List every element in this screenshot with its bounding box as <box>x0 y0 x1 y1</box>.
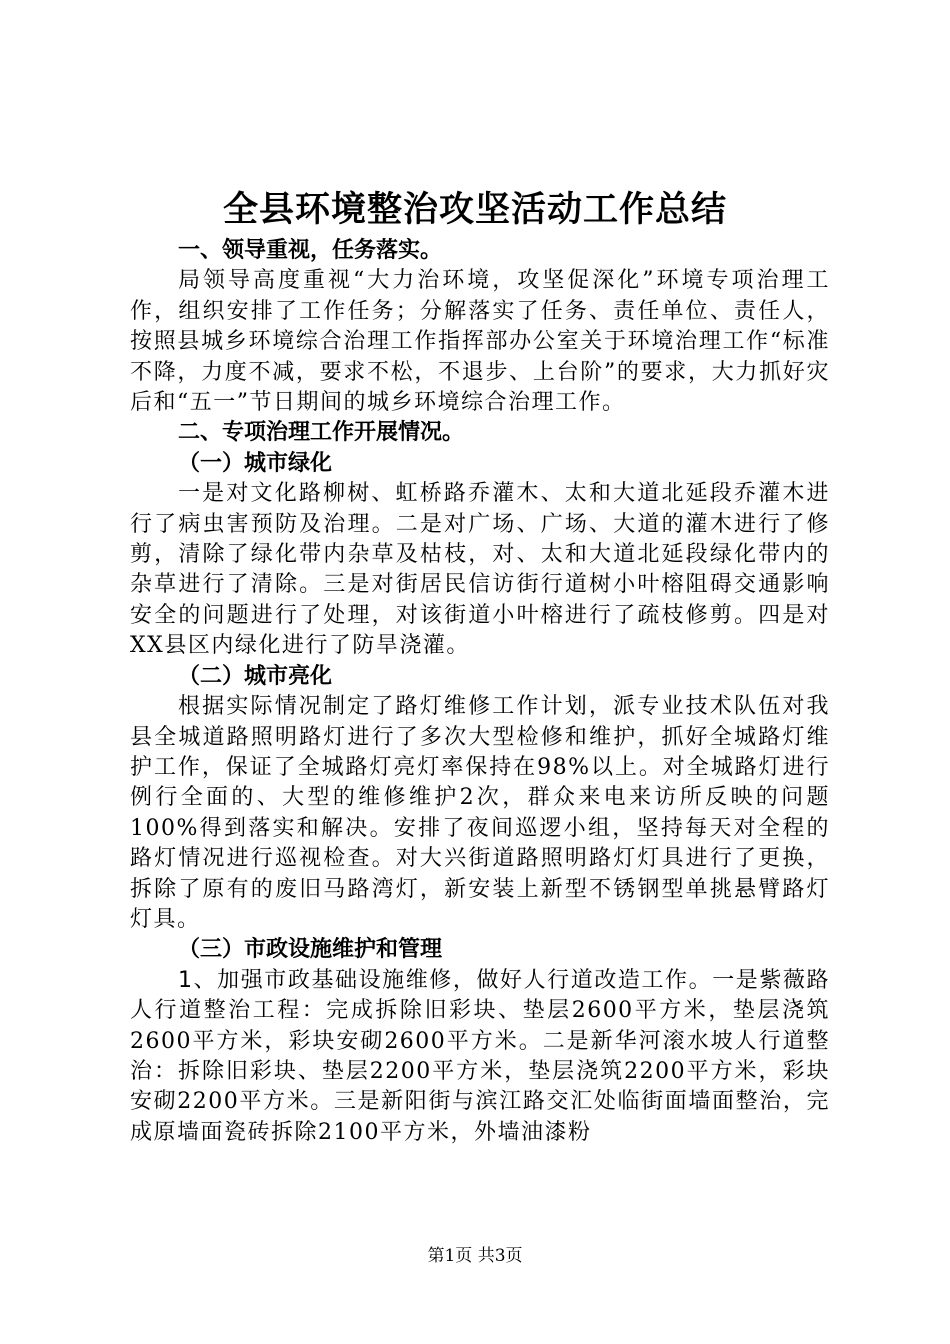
page-number-footer: 第1页 共3页 <box>427 1246 523 1266</box>
subsection-3-lead: 1、加强市政基础设施维修，做好人行道改造工作。 <box>178 967 713 993</box>
subsection-3-text: 一是紫薇路人行道整治工程：完成拆除旧彩块、垫层2600平方米，垫层浇筑2600平方米，彩块安砌2600平方米。二是新华河滚水坡人行道整治：拆除旧彩块、垫层2200平方米，垫层浇筑2200平方米，彩块安砌2200平方米。三是新阳街与滨江路交汇处临街面墙面整治，完成原墙面瓷砖拆除2100平方米，外墙油漆粉 <box>130 967 830 1145</box>
subsection-1-paragraph: 一是对文化路柳树、虹桥路乔灌木、太和大道北延段乔灌木进行了病虫害预防及治理。二是对广场、广场、大道的灌木进行了修剪，清除了绿化带内杂草及枯枝，对、太和大道北延段绿化带内的杂草进行了清除。三是对街居民信访街行道树小叶榕阻碍交通影响安全的问题进行了处理，对该街道小叶榕进行了疏枝修剪。四是对XX县区内绿化进行了防旱浇灌。 <box>130 481 830 659</box>
subsection-1-heading: （一）城市绿化 <box>178 450 333 476</box>
subsection-2-paragraph: 根据实际情况制定了路灯维修工作计划，派专业技术队伍对我县全城道路照明路灯进行了多次大型检修和维护，抓好全城路灯维护工作，保证了全城路灯亮灯率保持在98%以上。对全城路灯进行例行全面的、大型的维修维护2次，群众来电来访所反映的问题100%得到落实和解决。安排了夜间巡逻小组，坚持每天对全程的路灯情况进行巡视检查。对大兴街道路照明路灯灯具进行了更换，拆除了原有的废旧马路湾灯，新安装上新型不锈钢型单挑悬臂路灯灯具。 <box>130 694 830 932</box>
document-title: 全县环境整治攻坚活动工作总结 <box>222 190 727 230</box>
section-1-paragraph: 局领导高度重视“大力治环境，攻坚促深化”环境专项治理工作，组织安排了工作任务；分解落实了任务、责任单位、责任人，按照县城乡环境综合治理工作指挥部办公室关于环境治理工作“标准不降，力度不减，要求不松，不退步、上台阶”的要求，大力抓好灾后和“五一”节日期间的城乡环境综合治理工作。 <box>130 268 830 416</box>
subsection-3-heading: （三）市政设施维护和管理 <box>178 937 443 963</box>
section-2-heading: 二、专项治理工作开展情况。 <box>178 420 465 446</box>
section-1-heading: 一、领导重视，任务落实。 <box>178 238 443 263</box>
subsection-3-paragraph <box>130 966 830 1148</box>
subsection-2-heading: （二）城市亮化 <box>178 663 333 689</box>
document-body <box>130 236 830 1148</box>
